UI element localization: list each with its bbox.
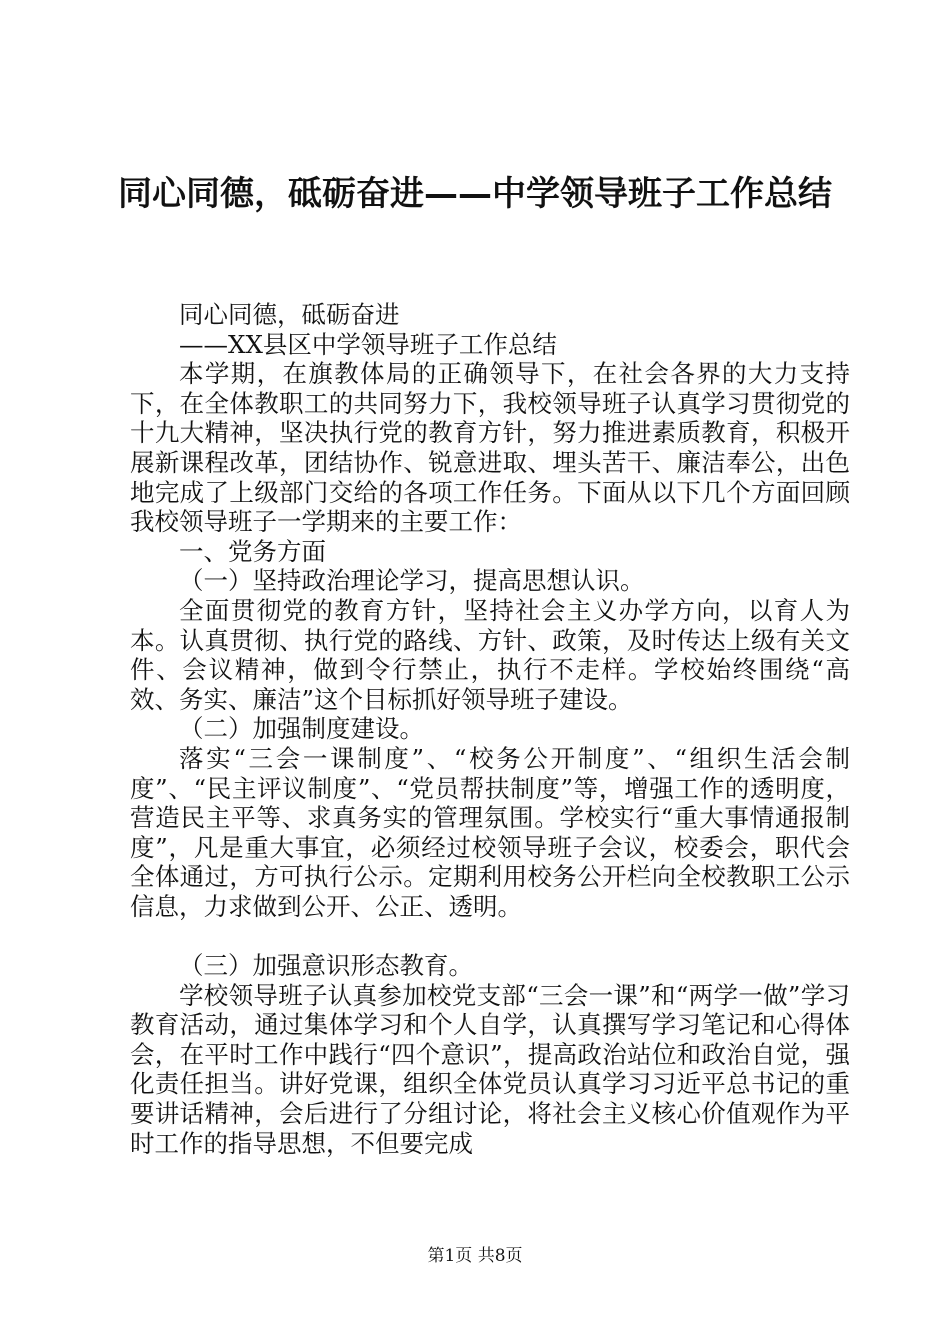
- paragraph-intro: 本学期，在旗教体局的正确领导下，在社会各界的大力支持下，在全体教职工的共同努力下，我校领导班子认真学习贯彻党的十九大精神，坚决执行党的教育方针，努力推进素质教育，积极开展新课程改革，团结协作、锐意进取、埋头苦干、廉洁奉公，出色地完成了上级部门交给的各项工作任务。下面从以下几个方面回顾我校领导班子一学期来的主要工作：: [130, 359, 850, 537]
- subsection-heading-3: （三）加强意识形态教育。: [179, 951, 473, 981]
- section-heading-party-affairs: 一、党务方面: [179, 536, 326, 566]
- document-title: 同心同德，砥砺奋进——中学领导班子工作总结: [118, 174, 832, 214]
- subsection-heading-1: （一）坚持政治理论学习，提高思想认识。: [179, 566, 645, 596]
- subsection-heading-2: （二）加强制度建设。: [179, 714, 424, 744]
- paragraph-subsection-1: 全面贯彻党的教育方针，坚持社会主义办学方向，以育人为本。认真贯彻、执行党的路线、方针、政策，及时传达上级有关文件、会议精神，做到令行禁止，执行不走样。学校始终围绕“高效、务实、廉洁”这个目标抓好领导班子建设。: [130, 595, 850, 714]
- subtitle-line-2: ——XX县区中学领导班子工作总结: [179, 329, 557, 359]
- paragraph-spacer: [130, 921, 850, 951]
- page-number-footer: 第1页 共8页: [427, 1246, 523, 1266]
- subtitle-line-1: 同心同德，砥砺奋进: [179, 300, 400, 329]
- document-body: [130, 300, 850, 1158]
- paragraph-subsection-2: 落实“三会一课制度”、“校务公开制度”、“组织生活会制度”、“民主评议制度”、“党员帮扶制度”等，增强工作的透明度，营造民主平等、求真务实的管理氛围。学校实行“重大事情通报制度”，凡是重大事宜，必须经过校领导班子会议，校委会，职代会全体通过，方可执行公示。定期利用校务公开栏向全校教职工公示信息，力求做到公开、公正、透明。: [130, 743, 850, 921]
- paragraph-subsection-3: 学校领导班子认真参加校党支部“三会一课”和“两学一做”学习教育活动，通过集体学习和个人自学，认真撰写学习笔记和心得体会，在平时工作中践行“四个意识”，提高政治站位和政治自觉，强化责任担当。讲好党课，组织全体党员认真学习习近平总书记的重要讲话精神，会后进行了分组讨论，将社会主义核心价值观作为平时工作的指导思想，不但要完成: [130, 980, 850, 1158]
